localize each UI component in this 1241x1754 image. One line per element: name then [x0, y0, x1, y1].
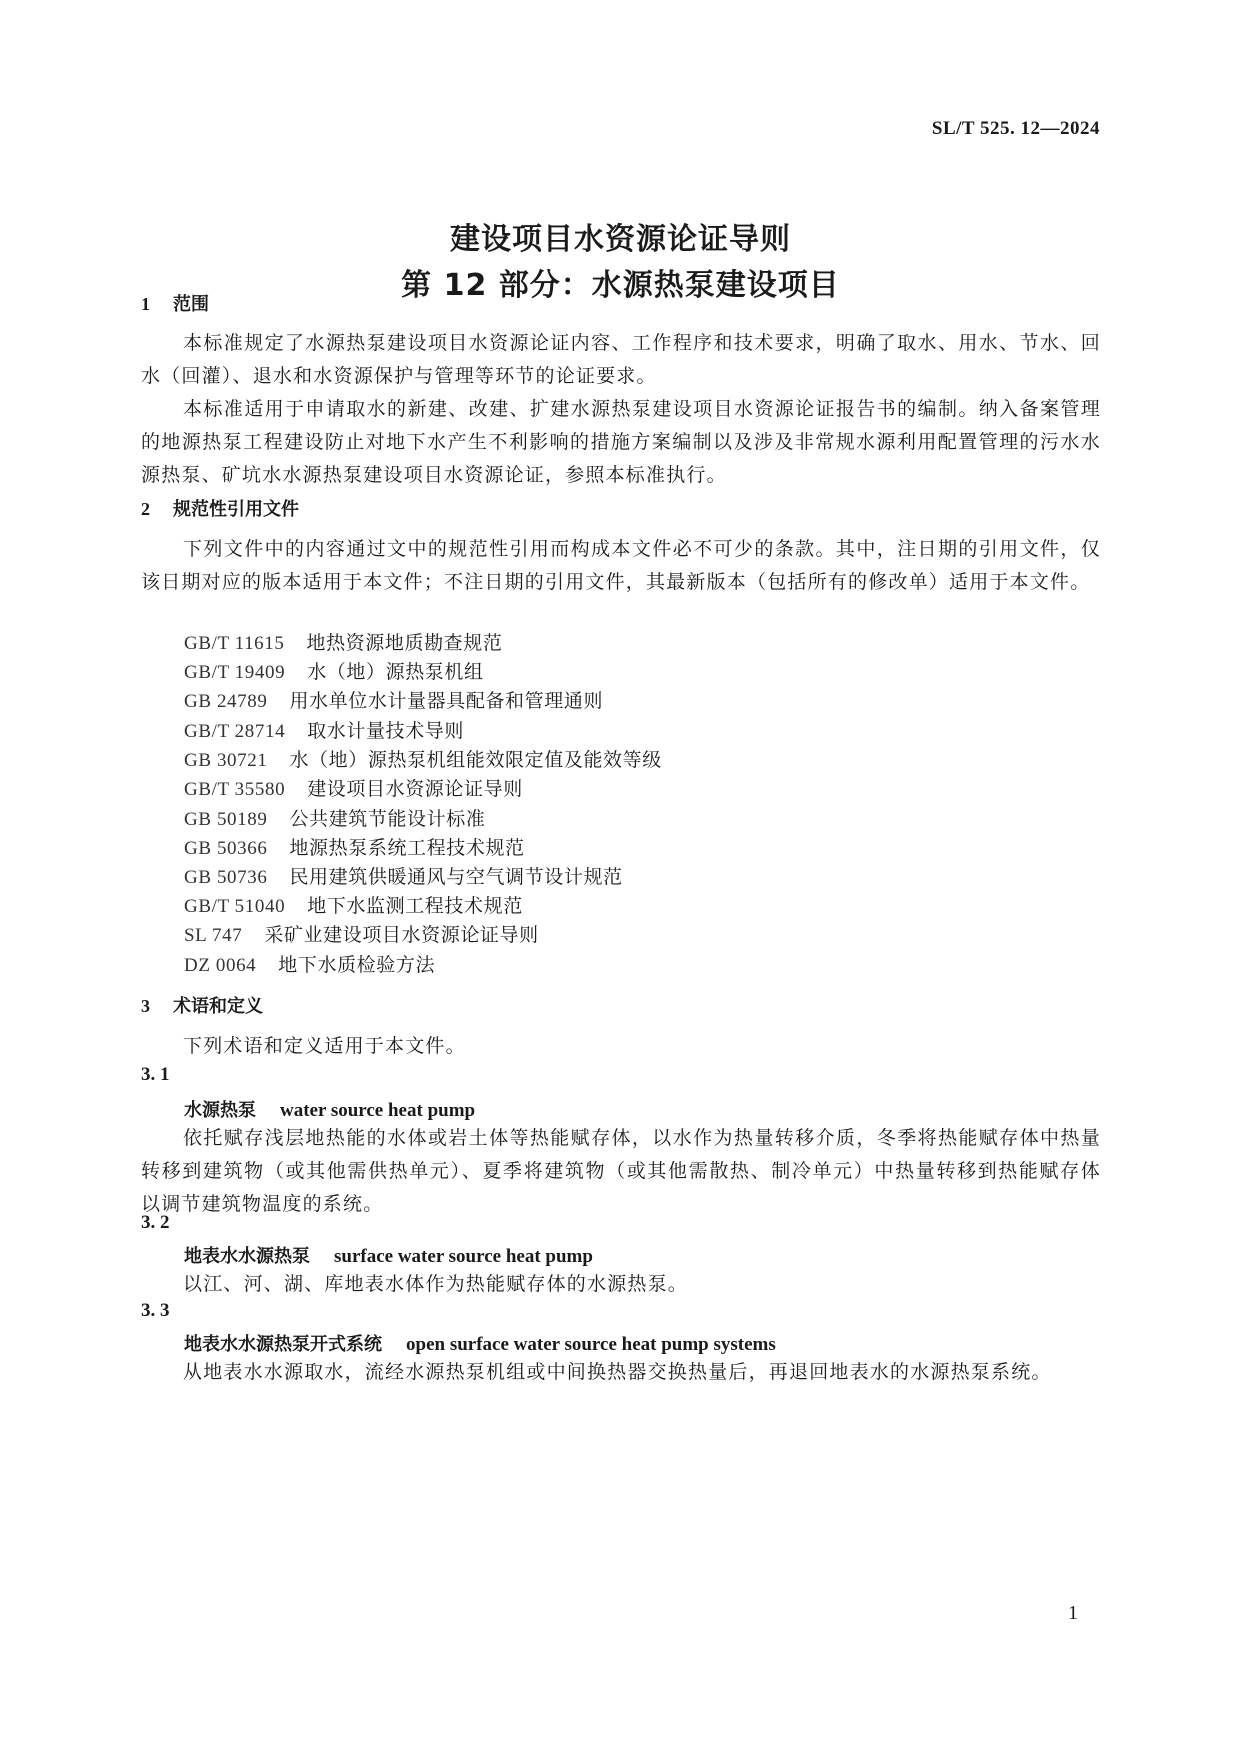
term-heading	[184, 1096, 475, 1122]
section-title: 术语和定义	[173, 996, 263, 1017]
ref-item	[184, 716, 464, 743]
ref-title: 水（地）源热泵机组	[307, 661, 484, 683]
section-heading-terms	[141, 992, 263, 1018]
document-title-line1: 建设项目水资源论证导则	[450, 222, 791, 257]
ref-title: 用水单位水计量器具配备和管理通则	[289, 690, 604, 712]
ref-code: GB/T 19409	[184, 662, 286, 683]
section-number: 3	[141, 996, 150, 1016]
ref-item	[184, 657, 484, 684]
scope-paragraph-1: 本标准规定了水源热泵建设项目水资源论证内容、工作程序和技术要求，明确了取水、用水、节水、回水（回灌）、退水和水资源保护与管理等环节的论证要求。	[141, 332, 1101, 387]
standard-code: SL/T 525. 12—2024	[931, 118, 1100, 139]
term-en: water source heat pump	[280, 1100, 476, 1121]
term-zh: 地表水水源热泵	[184, 1246, 310, 1267]
ref-item	[184, 891, 523, 918]
ref-code: GB/T 11615	[184, 633, 285, 654]
ref-title: 地源热泵系统工程技术规范	[289, 837, 525, 859]
ref-item	[184, 804, 485, 831]
ref-item	[184, 628, 503, 655]
ref-title: 民用建筑供暖通风与空气调节设计规范	[289, 866, 623, 888]
ref-item	[184, 920, 539, 947]
term-heading	[184, 1242, 593, 1268]
terms-intro-paragraph: 下列术语和定义适用于本文件。	[183, 1035, 466, 1057]
refs-intro-paragraph: 下列文件中的内容通过文中的规范性引用而构成本文件必不可少的条款。其中，注日期的引用文件，仅该日期对应的版本适用于本文件；不注日期的引用文件，其最新版本（包括所有的修改单）适用于本文件。	[141, 538, 1101, 593]
term-number: 3. 1	[141, 1064, 170, 1085]
ref-item	[184, 774, 523, 801]
ref-title: 取水计量技术导则	[307, 720, 464, 742]
ref-title: 采矿业建设项目水资源论证导则	[264, 924, 539, 946]
section-heading-scope	[141, 290, 209, 316]
ref-code: SL 747	[184, 925, 243, 946]
document-title-line2: 第 12 部分：水源热泵建设项目	[401, 268, 840, 303]
ref-code: GB 50366	[184, 838, 268, 859]
term-number: 3. 2	[141, 1212, 170, 1233]
ref-code: GB/T 51040	[184, 896, 286, 917]
term-definition: 以江、河、湖、库地表水体作为热能赋存体的水源热泵。	[183, 1273, 689, 1295]
ref-code: GB 30721	[184, 750, 268, 771]
ref-item	[184, 833, 525, 860]
section-number: 2	[141, 499, 150, 519]
section-title: 规范性引用文件	[173, 499, 299, 520]
ref-title: 地下水质检验方法	[278, 954, 436, 976]
section-heading-refs	[141, 495, 299, 521]
term-number: 3. 3	[141, 1300, 170, 1321]
term-definition: 从地表水水源取水，流经水源热泵机组或中间换热器交换热量后，再退回地表水的水源热泵系统。	[183, 1361, 1052, 1383]
scope-paragraph-2: 本标准适用于申请取水的新建、改建、扩建水源热泵建设项目水资源论证报告书的编制。纳入备案管理的地源热泵工程建设防止对地下水产生不利影响的措施方案编制以及涉及非常规水源利用配置管理的污水水源热泵、矿坑水水源热泵建设项目水资源论证，参照本标准执行。	[141, 398, 1101, 486]
term-definition: 依托赋存浅层地热能的水体或岩土体等热能赋存体，以水作为热量转移介质，冬季将热能赋存体中热量转移到建筑物（或其他需供热单元）、夏季将建筑物（或其他需散热、制冷单元）中热量转移到热能赋存体以调节建筑物温度的系统。	[141, 1127, 1101, 1215]
ref-title: 水（地）源热泵机组能效限定值及能效等级	[289, 749, 662, 771]
ref-code: GB/T 28714	[184, 721, 286, 742]
ref-code: GB 24789	[184, 691, 268, 712]
ref-code: DZ 0064	[184, 955, 257, 976]
ref-item	[184, 745, 662, 772]
ref-title: 地下水监测工程技术规范	[307, 895, 523, 917]
ref-item	[184, 862, 623, 889]
ref-title: 地热资源地质勘查规范	[306, 632, 503, 654]
term-en: open surface water source heat pump systems	[406, 1334, 776, 1355]
ref-code: GB/T 35580	[184, 779, 286, 800]
ref-title: 公共建筑节能设计标准	[289, 808, 486, 830]
section-title: 范围	[173, 294, 209, 315]
ref-item	[184, 686, 603, 713]
term-heading	[184, 1330, 776, 1356]
term-en: surface water source heat pump	[334, 1246, 593, 1267]
page-number: 1	[1068, 1602, 1078, 1624]
section-number: 1	[141, 294, 150, 314]
ref-item	[184, 950, 435, 977]
term-zh: 地表水水源热泵开式系统	[184, 1334, 382, 1355]
ref-title: 建设项目水资源论证导则	[307, 778, 523, 800]
ref-code: GB 50736	[184, 867, 268, 888]
ref-code: GB 50189	[184, 809, 268, 830]
term-zh: 水源热泵	[184, 1100, 256, 1121]
